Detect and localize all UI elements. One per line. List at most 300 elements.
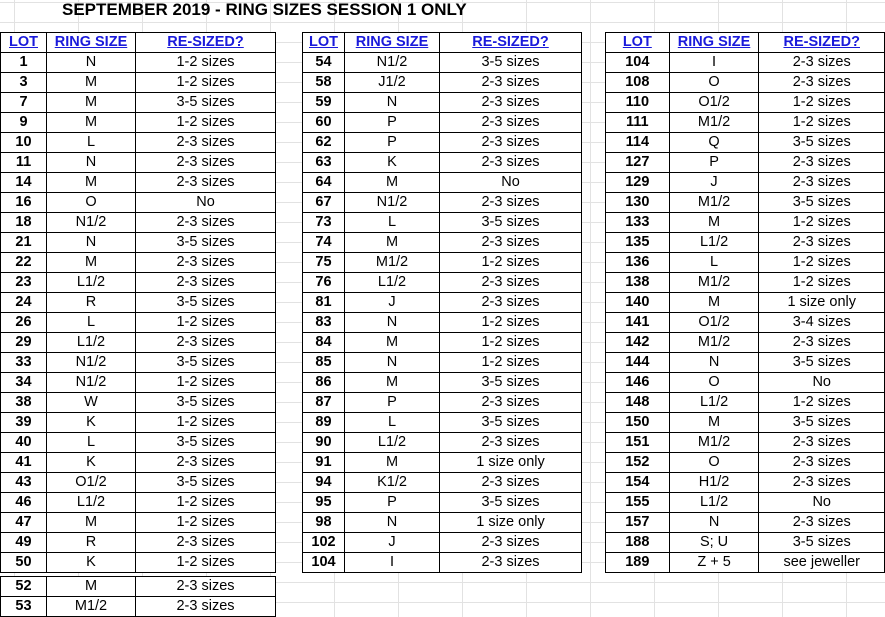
table-row: [1, 513, 276, 533]
table-row: [606, 53, 885, 73]
ring-size-cell[interactable]: N: [669, 513, 759, 533]
ring-size-cell[interactable]: O: [669, 73, 759, 93]
table-row: [1, 433, 276, 453]
lot-cell[interactable]: 67: [303, 193, 345, 213]
ring-size-cell[interactable]: N: [345, 313, 440, 333]
ring-size-cell[interactable]: L: [47, 313, 136, 333]
ring-size-cell[interactable]: L1/2: [669, 493, 759, 513]
resized-cell[interactable]: 2-3 sizes: [440, 73, 582, 93]
ring-size-cell[interactable]: L: [669, 253, 759, 273]
lot-cell[interactable]: 102: [303, 533, 345, 553]
lot-cell[interactable]: 81: [303, 293, 345, 313]
lot-cell[interactable]: 136: [606, 253, 670, 273]
resized-cell[interactable]: 3-5 sizes: [136, 353, 276, 373]
resized-cell[interactable]: 2-3 sizes: [440, 533, 582, 553]
ring-size-cell[interactable]: N: [47, 53, 136, 73]
ring-size-cell[interactable]: K: [47, 413, 136, 433]
table-header-row: [303, 33, 582, 53]
resized-cell[interactable]: 2-3 sizes: [759, 473, 885, 493]
ring-size-cell[interactable]: M: [669, 213, 759, 233]
resized-cell[interactable]: 3-5 sizes: [136, 433, 276, 453]
ring-size-cell[interactable]: S; U: [669, 533, 759, 553]
resized-cell[interactable]: 2-3 sizes: [440, 193, 582, 213]
resized-cell[interactable]: 3-5 sizes: [759, 413, 885, 433]
lot-header[interactable]: LOT: [1, 33, 47, 53]
ring-size-cell[interactable]: R: [47, 533, 136, 553]
ring-size-cell[interactable]: J: [345, 293, 440, 313]
table-row: [303, 73, 582, 93]
resized-cell[interactable]: 3-5 sizes: [136, 473, 276, 493]
ring-size-cell[interactable]: O1/2: [669, 313, 759, 333]
table-row: [606, 513, 885, 533]
table-row: [1, 577, 276, 597]
table-row: [606, 253, 885, 273]
ring-size-cell[interactable]: J: [669, 173, 759, 193]
ring-size-cell[interactable]: L1/2: [345, 433, 440, 453]
lot-cell[interactable]: 150: [606, 413, 670, 433]
resized-cell[interactable]: 2-3 sizes: [440, 273, 582, 293]
lot-cell[interactable]: 152: [606, 453, 670, 473]
table-row: [1, 597, 276, 617]
lot-cell[interactable]: 18: [1, 213, 47, 233]
table-body: [1, 53, 276, 573]
table-row: [1, 173, 276, 193]
lot-cell[interactable]: 114: [606, 133, 670, 153]
lot-cell[interactable]: 148: [606, 393, 670, 413]
resized-cell[interactable]: 3-5 sizes: [440, 373, 582, 393]
table-row: [606, 373, 885, 393]
ring-size-cell[interactable]: P: [345, 133, 440, 153]
ring-size-cell[interactable]: M1/2: [669, 193, 759, 213]
lot-cell[interactable]: 140: [606, 293, 670, 313]
ring-size-cell[interactable]: N1/2: [345, 193, 440, 213]
lot-cell[interactable]: 63: [303, 153, 345, 173]
table-row: [606, 133, 885, 153]
lot-cell[interactable]: 52: [1, 577, 47, 597]
resized-cell[interactable]: 3-4 sizes: [759, 313, 885, 333]
lot-cell[interactable]: 151: [606, 433, 670, 453]
ring-size-cell[interactable]: Q: [669, 133, 759, 153]
ring-size-cell[interactable]: L1/2: [47, 333, 136, 353]
resized-cell[interactable]: 2-3 sizes: [136, 173, 276, 193]
resized-cell[interactable]: 3-5 sizes: [759, 133, 885, 153]
ring-size-cell[interactable]: M: [669, 413, 759, 433]
lot-cell[interactable]: 43: [1, 473, 47, 493]
lot-cell[interactable]: 7: [1, 93, 47, 113]
lot-cell[interactable]: 188: [606, 533, 670, 553]
table-row: [1, 413, 276, 433]
table-row: [303, 113, 582, 133]
ring-size-cell[interactable]: H1/2: [669, 473, 759, 493]
lot-cell[interactable]: 11: [1, 153, 47, 173]
table-row: [606, 173, 885, 193]
ring-size-cell[interactable]: O1/2: [669, 93, 759, 113]
lot-cell[interactable]: 33: [1, 353, 47, 373]
ring-size-table-2: [302, 32, 582, 573]
lot-cell[interactable]: 47: [1, 513, 47, 533]
lot-cell[interactable]: 21: [1, 233, 47, 253]
resized-cell[interactable]: 2-3 sizes: [759, 333, 885, 353]
table-row: [1, 233, 276, 253]
resized-cell[interactable]: 1 size only: [440, 513, 582, 533]
lot-cell[interactable]: 75: [303, 253, 345, 273]
ring-size-cell[interactable]: M: [47, 73, 136, 93]
resized-cell[interactable]: 2-3 sizes: [136, 453, 276, 473]
resized-cell[interactable]: 1-2 sizes: [759, 93, 885, 113]
lot-cell[interactable]: 110: [606, 93, 670, 113]
ring-size-cell[interactable]: L1/2: [669, 393, 759, 413]
lot-cell[interactable]: 58: [303, 73, 345, 93]
resized-cell[interactable]: 3-5 sizes: [759, 533, 885, 553]
ring-size-cell[interactable]: L1/2: [345, 273, 440, 293]
resized-cell[interactable]: 2-3 sizes: [440, 293, 582, 313]
resized-cell[interactable]: 1-2 sizes: [440, 353, 582, 373]
lot-cell[interactable]: 46: [1, 493, 47, 513]
ring-size-cell[interactable]: M: [345, 333, 440, 353]
lot-cell[interactable]: 22: [1, 253, 47, 273]
ring-size-header[interactable]: RING SIZE: [669, 33, 759, 53]
resized-cell[interactable]: No: [759, 493, 885, 513]
resized-cell[interactable]: 2-3 sizes: [440, 393, 582, 413]
lot-cell[interactable]: 9: [1, 113, 47, 133]
lot-cell[interactable]: 34: [1, 373, 47, 393]
lot-cell[interactable]: 98: [303, 513, 345, 533]
ring-size-header[interactable]: RING SIZE: [47, 33, 136, 53]
table-row: [1, 493, 276, 513]
table-row: [303, 353, 582, 373]
lot-cell[interactable]: 50: [1, 553, 47, 573]
resized-cell[interactable]: 2-3 sizes: [440, 553, 582, 573]
resized-cell[interactable]: No: [759, 373, 885, 393]
resized-cell[interactable]: 1 size only: [759, 293, 885, 313]
lot-cell[interactable]: 23: [1, 273, 47, 293]
lot-cell[interactable]: 157: [606, 513, 670, 533]
resized-cell[interactable]: 2-3 sizes: [759, 453, 885, 473]
resized-cell[interactable]: 3-5 sizes: [136, 233, 276, 253]
table-row: [303, 513, 582, 533]
resized-cell[interactable]: 1-2 sizes: [136, 313, 276, 333]
lot-cell[interactable]: 40: [1, 433, 47, 453]
table-row: [303, 493, 582, 513]
lot-cell[interactable]: 189: [606, 553, 670, 573]
lot-cell[interactable]: 14: [1, 173, 47, 193]
ring-size-cell[interactable]: I: [345, 553, 440, 573]
table-row: [303, 253, 582, 273]
lot-cell[interactable]: 84: [303, 333, 345, 353]
ring-size-cell[interactable]: N1/2: [47, 353, 136, 373]
resized-cell[interactable]: 2-3 sizes: [136, 133, 276, 153]
ring-size-cell[interactable]: L1/2: [47, 273, 136, 293]
resized-cell[interactable]: 2-3 sizes: [136, 153, 276, 173]
resized-cell[interactable]: 2-3 sizes: [440, 433, 582, 453]
ring-size-cell[interactable]: K: [47, 553, 136, 573]
resized-cell[interactable]: 1-2 sizes: [759, 393, 885, 413]
resized-cell[interactable]: 2-3 sizes: [759, 53, 885, 73]
resized-header[interactable]: RE-SIZED?: [440, 33, 582, 53]
resized-cell[interactable]: 1-2 sizes: [759, 253, 885, 273]
resized-cell[interactable]: 2-3 sizes: [136, 273, 276, 293]
resized-cell[interactable]: 3-5 sizes: [440, 53, 582, 73]
ring-size-cell[interactable]: M: [345, 233, 440, 253]
table-row: [606, 413, 885, 433]
resized-cell[interactable]: 2-3 sizes: [759, 73, 885, 93]
ring-size-cell[interactable]: J: [345, 533, 440, 553]
lot-cell[interactable]: 127: [606, 153, 670, 173]
table-row: [606, 293, 885, 313]
table-row: [606, 333, 885, 353]
lot-cell[interactable]: 133: [606, 213, 670, 233]
table-row: [303, 553, 582, 573]
resized-cell[interactable]: 1-2 sizes: [759, 213, 885, 233]
lot-cell[interactable]: 73: [303, 213, 345, 233]
resized-cell[interactable]: 1-2 sizes: [136, 373, 276, 393]
ring-size-cell[interactable]: Z + 5: [669, 553, 759, 573]
ring-size-cell[interactable]: M: [47, 113, 136, 133]
resized-cell[interactable]: 2-3 sizes: [440, 233, 582, 253]
lot-cell[interactable]: 146: [606, 373, 670, 393]
resized-cell[interactable]: 2-3 sizes: [759, 233, 885, 253]
ring-size-cell[interactable]: N: [345, 513, 440, 533]
lot-cell[interactable]: 29: [1, 333, 47, 353]
resized-cell[interactable]: 2-3 sizes: [136, 597, 276, 617]
lot-cell[interactable]: 135: [606, 233, 670, 253]
ring-size-cell[interactable]: L1/2: [47, 493, 136, 513]
lot-cell[interactable]: 76: [303, 273, 345, 293]
resized-cell[interactable]: 2-3 sizes: [136, 253, 276, 273]
lot-cell[interactable]: 90: [303, 433, 345, 453]
ring-size-cell[interactable]: M: [47, 93, 136, 113]
ring-size-cell[interactable]: L: [47, 433, 136, 453]
table-row: [1, 213, 276, 233]
table-row: [1, 533, 276, 553]
resized-cell[interactable]: 1 size only: [440, 453, 582, 473]
ring-size-cell[interactable]: N: [47, 153, 136, 173]
resized-cell[interactable]: 1-2 sizes: [136, 53, 276, 73]
lot-cell[interactable]: 130: [606, 193, 670, 213]
table-row: [606, 533, 885, 553]
table-row: [606, 313, 885, 333]
lot-cell[interactable]: 53: [1, 597, 47, 617]
resized-cell[interactable]: 2-3 sizes: [759, 173, 885, 193]
resized-cell[interactable]: 2-3 sizes: [759, 433, 885, 453]
resized-cell[interactable]: 3-5 sizes: [136, 293, 276, 313]
lot-cell[interactable]: 138: [606, 273, 670, 293]
ring-size-cell[interactable]: M1/2: [669, 433, 759, 453]
ring-size-cell[interactable]: L: [345, 413, 440, 433]
ring-size-cell[interactable]: P: [345, 493, 440, 513]
table-row: [1, 153, 276, 173]
table-header-row: [606, 33, 885, 53]
lot-cell[interactable]: 108: [606, 73, 670, 93]
ring-size-cell[interactable]: O1/2: [47, 473, 136, 493]
ring-size-cell[interactable]: N1/2: [345, 53, 440, 73]
lot-cell[interactable]: 83: [303, 313, 345, 333]
resized-cell[interactable]: 2-3 sizes: [759, 153, 885, 173]
resized-cell[interactable]: 2-3 sizes: [136, 213, 276, 233]
resized-cell[interactable]: No: [440, 173, 582, 193]
ring-size-cell[interactable]: M1/2: [345, 253, 440, 273]
lot-cell[interactable]: 3: [1, 73, 47, 93]
ring-size-cell[interactable]: P: [345, 393, 440, 413]
table-row: [606, 353, 885, 373]
lot-cell[interactable]: 41: [1, 453, 47, 473]
lot-cell[interactable]: 144: [606, 353, 670, 373]
ring-size-cell[interactable]: P: [345, 113, 440, 133]
lot-cell[interactable]: 16: [1, 193, 47, 213]
ring-size-cell[interactable]: K: [47, 453, 136, 473]
table-row: [303, 333, 582, 353]
table-row: [1, 133, 276, 153]
ring-size-cell[interactable]: M: [345, 373, 440, 393]
resized-cell[interactable]: 1-2 sizes: [136, 493, 276, 513]
ring-size-cell[interactable]: M: [345, 453, 440, 473]
lot-cell[interactable]: 64: [303, 173, 345, 193]
lot-cell[interactable]: 87: [303, 393, 345, 413]
ring-size-cell[interactable]: M1/2: [669, 273, 759, 293]
ring-size-cell[interactable]: M: [47, 253, 136, 273]
resized-cell[interactable]: 2-3 sizes: [759, 513, 885, 533]
lot-cell[interactable]: 62: [303, 133, 345, 153]
resized-cell[interactable]: 2-3 sizes: [440, 113, 582, 133]
ring-size-cell[interactable]: M: [47, 513, 136, 533]
resized-cell[interactable]: 1-2 sizes: [440, 313, 582, 333]
resized-cell[interactable]: 2-3 sizes: [136, 333, 276, 353]
lot-cell[interactable]: 38: [1, 393, 47, 413]
lot-cell[interactable]: 59: [303, 93, 345, 113]
lot-cell[interactable]: 142: [606, 333, 670, 353]
ring-size-table-3: [605, 32, 885, 573]
resized-cell[interactable]: 1-2 sizes: [136, 113, 276, 133]
table-row: [1, 353, 276, 373]
lot-cell[interactable]: 91: [303, 453, 345, 473]
ring-size-cell[interactable]: M: [669, 293, 759, 313]
ring-size-cell[interactable]: N: [47, 233, 136, 253]
ring-size-cell[interactable]: O: [669, 453, 759, 473]
table-row: [303, 273, 582, 293]
resized-cell[interactable]: 3-5 sizes: [136, 393, 276, 413]
lot-cell[interactable]: 1: [1, 53, 47, 73]
table-body: [1, 577, 276, 617]
resized-cell[interactable]: 2-3 sizes: [440, 93, 582, 113]
ring-size-cell[interactable]: N: [345, 93, 440, 113]
table-row: [1, 373, 276, 393]
lot-cell[interactable]: 60: [303, 113, 345, 133]
resized-cell[interactable]: 2-3 sizes: [136, 533, 276, 553]
table-row: [606, 473, 885, 493]
lot-cell[interactable]: 155: [606, 493, 670, 513]
ring-size-cell[interactable]: L1/2: [669, 233, 759, 253]
resized-header[interactable]: RE-SIZED?: [136, 33, 276, 53]
resized-cell[interactable]: 3-5 sizes: [440, 493, 582, 513]
lot-cell[interactable]: 54: [303, 53, 345, 73]
ring-size-cell[interactable]: N: [669, 353, 759, 373]
lot-cell[interactable]: 141: [606, 313, 670, 333]
lot-cell[interactable]: 24: [1, 293, 47, 313]
ring-size-cell[interactable]: M: [47, 577, 136, 597]
lot-cell[interactable]: 94: [303, 473, 345, 493]
ring-size-cell[interactable]: N: [345, 353, 440, 373]
table-row: [606, 193, 885, 213]
ring-size-cell[interactable]: L: [47, 133, 136, 153]
ring-size-header[interactable]: RING SIZE: [345, 33, 440, 53]
lot-cell[interactable]: 26: [1, 313, 47, 333]
ring-size-cell[interactable]: M1/2: [669, 333, 759, 353]
ring-size-cell[interactable]: R: [47, 293, 136, 313]
resized-cell[interactable]: 1-2 sizes: [136, 73, 276, 93]
resized-cell[interactable]: 1-2 sizes: [440, 253, 582, 273]
ring-size-cell[interactable]: K1/2: [345, 473, 440, 493]
resized-cell[interactable]: 1-2 sizes: [136, 553, 276, 573]
resized-cell[interactable]: 3-5 sizes: [759, 353, 885, 373]
resized-cell[interactable]: No: [136, 193, 276, 213]
ring-size-cell[interactable]: O: [669, 373, 759, 393]
table-row: [1, 293, 276, 313]
ring-size-cell[interactable]: N1/2: [47, 213, 136, 233]
ring-size-cell[interactable]: M1/2: [669, 113, 759, 133]
resized-cell[interactable]: 3-5 sizes: [440, 213, 582, 233]
resized-cell[interactable]: 2-3 sizes: [136, 577, 276, 597]
table-row: [303, 233, 582, 253]
ring-size-cell[interactable]: M: [345, 173, 440, 193]
resized-cell[interactable]: 2-3 sizes: [440, 133, 582, 153]
resized-cell[interactable]: 2-3 sizes: [440, 153, 582, 173]
lot-cell[interactable]: 10: [1, 133, 47, 153]
ring-size-cell[interactable]: J1/2: [345, 73, 440, 93]
resized-cell[interactable]: see jeweller: [759, 553, 885, 573]
lot-cell[interactable]: 154: [606, 473, 670, 493]
resized-cell[interactable]: 3-5 sizes: [440, 413, 582, 433]
ring-size-cell[interactable]: M: [47, 173, 136, 193]
lot-cell[interactable]: 74: [303, 233, 345, 253]
ring-size-cell[interactable]: W: [47, 393, 136, 413]
lot-cell[interactable]: 89: [303, 413, 345, 433]
table-row: [303, 133, 582, 153]
lot-cell[interactable]: 39: [1, 413, 47, 433]
ring-size-cell[interactable]: K: [345, 153, 440, 173]
lot-cell[interactable]: 129: [606, 173, 670, 193]
resized-cell[interactable]: 2-3 sizes: [440, 473, 582, 493]
table-body: [606, 53, 885, 573]
lot-cell[interactable]: 86: [303, 373, 345, 393]
lot-cell[interactable]: 104: [303, 553, 345, 573]
lot-cell[interactable]: 95: [303, 493, 345, 513]
table-row: [303, 433, 582, 453]
ring-size-cell[interactable]: P: [669, 153, 759, 173]
sheet-title: SEPTEMBER 2019 - RING SIZES SESSION 1 ONLY: [62, 0, 467, 19]
resized-cell[interactable]: 1-2 sizes: [759, 273, 885, 293]
ring-size-cell[interactable]: I: [669, 53, 759, 73]
ring-size-cell[interactable]: O: [47, 193, 136, 213]
lot-cell[interactable]: 104: [606, 53, 670, 73]
ring-size-cell[interactable]: L: [345, 213, 440, 233]
resized-cell[interactable]: 3-5 sizes: [759, 193, 885, 213]
table-row: [1, 113, 276, 133]
table-row: [1, 73, 276, 93]
lot-cell[interactable]: 49: [1, 533, 47, 553]
lot-header[interactable]: LOT: [606, 33, 670, 53]
lot-cell[interactable]: 85: [303, 353, 345, 373]
lot-header[interactable]: LOT: [303, 33, 345, 53]
resized-cell[interactable]: 1-2 sizes: [759, 113, 885, 133]
ring-size-cell[interactable]: M1/2: [47, 597, 136, 617]
resized-cell[interactable]: 3-5 sizes: [136, 93, 276, 113]
resized-header[interactable]: RE-SIZED?: [759, 33, 885, 53]
lot-cell[interactable]: 111: [606, 113, 670, 133]
resized-cell[interactable]: 1-2 sizes: [440, 333, 582, 353]
resized-cell[interactable]: 1-2 sizes: [136, 413, 276, 433]
ring-size-cell[interactable]: N1/2: [47, 373, 136, 393]
resized-cell[interactable]: 1-2 sizes: [136, 513, 276, 533]
